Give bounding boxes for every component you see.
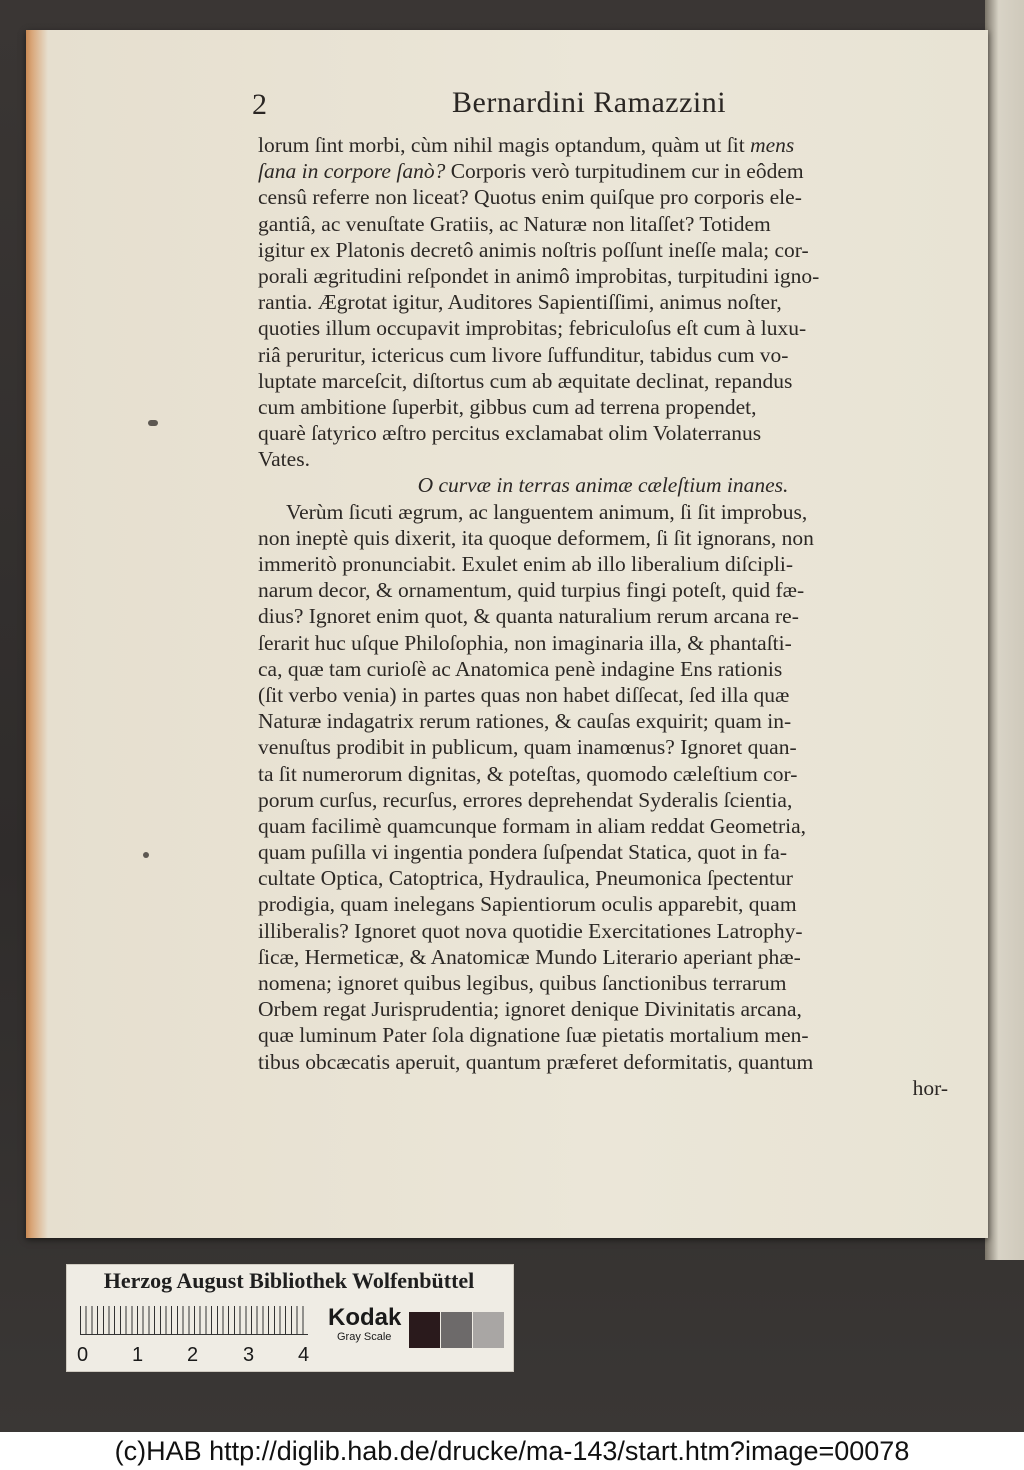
text-line: ſana in corpore ſanò? Corporis verò turpitudinem cur in eôdem bbox=[258, 159, 804, 184]
text-line: riâ peruritur, ictericus cum livore ſuffunditur, tabidus cum vo- bbox=[258, 342, 789, 367]
footer-url: (c)HAB http://diglib.hab.de/drucke/ma-143/start.htm?image=00078 bbox=[0, 1432, 1024, 1470]
ink-mark bbox=[148, 420, 158, 426]
text-line: gantiâ, ac venuſtate Gratiis, ac Naturæ non litaſſet? Totidem bbox=[258, 211, 771, 236]
text-line: Verùm ſicuti ægrum, ac languentem animum, ſi ſit improbus, bbox=[286, 499, 808, 524]
card-title: Herzog August Bibliothek Wolfenbüttel bbox=[103, 1268, 475, 1293]
text-line: quam facilimè quamcunque formam in aliam reddat Geometria, bbox=[258, 813, 807, 838]
text-line: ta ſit numerorum dignitas, & poteſtas, quomodo cæleſtium cor- bbox=[258, 761, 798, 786]
text-line: Orbem regat Jurisprudentia; ignoret denique Divinitatis arcana, bbox=[258, 997, 802, 1022]
ruler-number: 3 bbox=[243, 1344, 255, 1366]
text-line: illiberalis? Ignoret quot nova quotidie Exercitationes Latrophy- bbox=[258, 918, 803, 943]
catchword: hor- bbox=[912, 1075, 948, 1100]
text-line: rantia. Ægrotat igitur, Auditores Sapientiſſimi, animus noſter, bbox=[258, 290, 782, 315]
text-line: igitur ex Platonis decretô animis noſtris poſſunt ineſſe mala; cor- bbox=[258, 237, 809, 262]
text-line: quoties illum occupavit improbitas; febriculoſus eſt cum à luxu- bbox=[258, 316, 807, 341]
ruler-number: 1 bbox=[132, 1344, 144, 1366]
text-line: lorum ſint morbi, cùm nihil magis optandum, quàm ut ſit mens bbox=[258, 133, 795, 157]
text-line: immeritò pronunciabit. Exulet enim ab illo liberalium diſcipli- bbox=[258, 552, 793, 576]
ruler-number: 0 bbox=[77, 1344, 89, 1366]
verse-quote: O curvæ in terras animæ cæleſtium inanes. bbox=[417, 473, 789, 498]
text-line: non ineptè quis dixerit, ita quoque deformem, ſi ſit ignorans, non bbox=[258, 525, 814, 550]
running-title: Bernardini Ramazzini bbox=[452, 86, 727, 119]
page-header bbox=[252, 86, 752, 126]
scale-ruler bbox=[80, 1306, 308, 1335]
text-line: ca, quæ tam curioſè ac Anatomica penè indagine Ens rationis bbox=[258, 656, 783, 681]
text-line: porali ægritudini reſpondet in animô improbitas, turpitudini igno- bbox=[258, 263, 820, 288]
text-line: luptate marceſcit, diſtortus cum ab æquitate declinat, repandus bbox=[258, 368, 793, 393]
text-line: (ſit verbo venia) in partes quas non habet diſſecat, ſed illa quæ bbox=[258, 682, 790, 707]
text-line: Naturæ indagatrix rerum rationes, & cauſas exquirit; quam in- bbox=[258, 709, 792, 734]
text-line: narum decor, & ornamentum, quid turpius fingi poteſt, quid fæ- bbox=[258, 578, 805, 603]
text-line: quam puſilla vi ingentia pondera ſuſpendat Statica, quot in fa- bbox=[258, 840, 787, 865]
text-line: nomena; ignoret quibus legibus, quibus ſanctionibus terrarum bbox=[258, 971, 787, 995]
ink-mark bbox=[143, 852, 149, 858]
text-line: prodigia, quam inelegans Sapientiorum oculis apparebit, quam bbox=[258, 892, 797, 917]
text-line: venuſtus prodibit in publicum, quam inamœnus? Ignoret quan- bbox=[258, 735, 797, 760]
text-line: cultate Optica, Catoptrica, Hydraulica, Pneumonica ſpectentur bbox=[258, 866, 793, 891]
text-line: porum curſus, recurſus, errores deprehendat Syderalis ſcientia, bbox=[258, 787, 793, 812]
text-line: ſerarit huc uſque Philoſophia, non imaginaria illa, & phantaſti- bbox=[258, 630, 792, 655]
text-line: censû referre non liceat? Quotus enim quiſque pro corporis ele- bbox=[258, 185, 802, 210]
page-number: 2 bbox=[252, 88, 267, 121]
gray-swatch bbox=[473, 1312, 504, 1348]
gray-swatch bbox=[409, 1312, 440, 1348]
gray-scale-label: Gray Scale bbox=[337, 1331, 392, 1343]
kodak-logo: Kodak bbox=[328, 1304, 402, 1331]
text-line: ſicæ, Hermeticæ, & Anatomicæ Mundo Literario aperiant phæ- bbox=[258, 944, 801, 969]
ruler-number: 4 bbox=[298, 1344, 310, 1366]
text-line: tibus obcæcatis aperuit, quantum præferet deformitatis, quantum bbox=[258, 1049, 814, 1074]
ruler-number: 2 bbox=[187, 1344, 199, 1366]
text-line: cum ambitione ſuperbit, gibbus cum ad terrena propendet, bbox=[258, 394, 757, 419]
text-line: quæ luminum Pater ſola dignatione ſuæ pietatis mortalium men- bbox=[258, 1023, 809, 1048]
text-line: quarè ſatyrico æſtro percitus exclamabat olim Volaterranus bbox=[258, 421, 762, 446]
text-line: Vates. bbox=[258, 447, 310, 472]
text-line: dius? Ignoret enim quot, & quanta naturalium rerum arcana re- bbox=[258, 604, 799, 629]
facing-page-edge bbox=[985, 0, 1024, 1260]
gray-swatch bbox=[441, 1312, 472, 1348]
body-text bbox=[258, 132, 948, 1101]
